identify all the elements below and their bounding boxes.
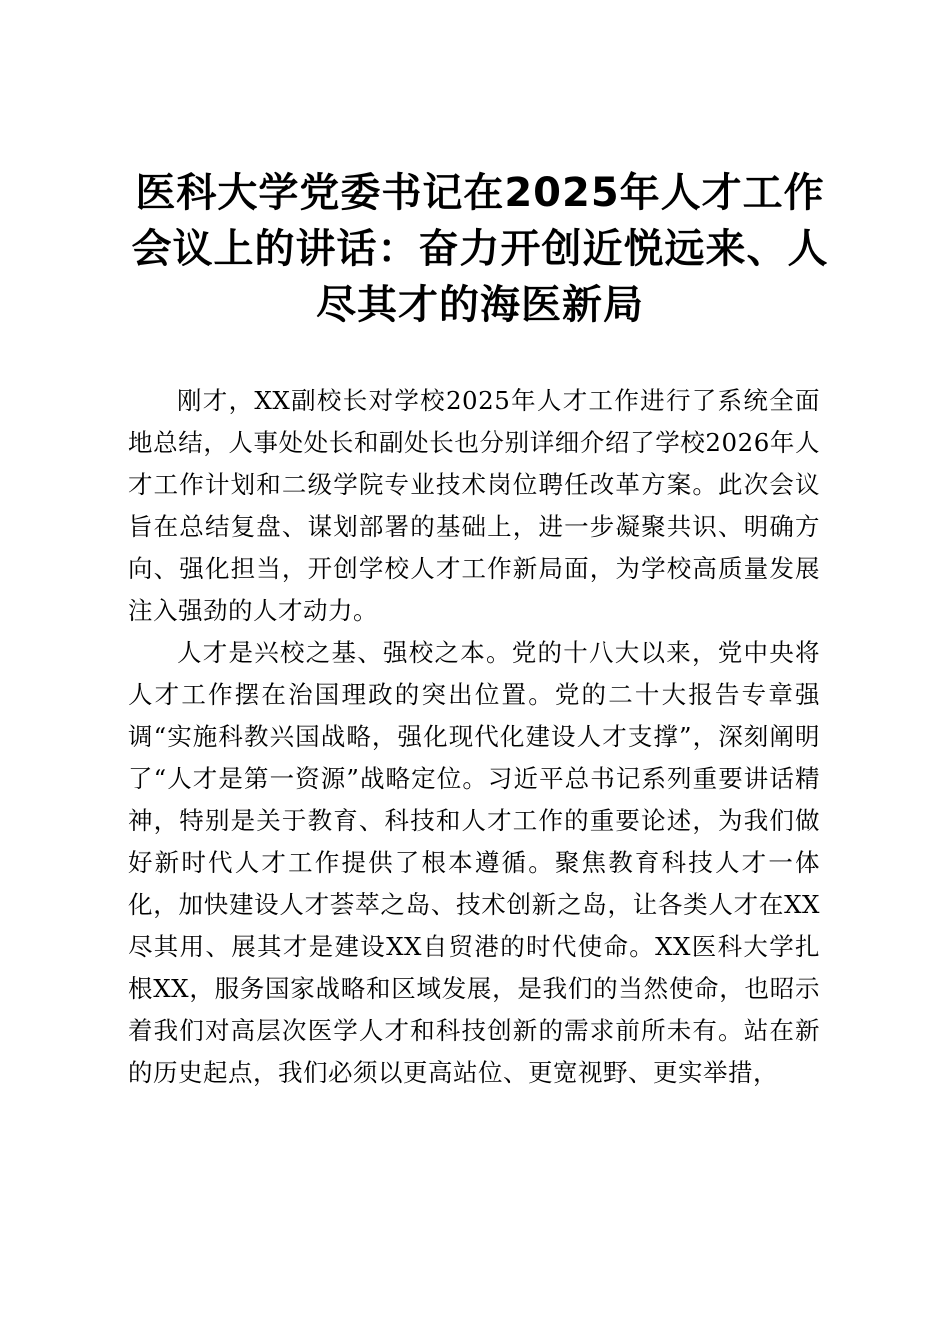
document-body	[128, 380, 820, 1094]
paragraph-1: 刚才，XX副校长对学校2025年人才工作进行了系统全面地总结，人事处处长和副处长也分别详细介绍了学校2026年人才工作计划和二级学院专业技术岗位聘任改革方案。此次会议旨在总结复盘、谋划部署的基础上，进一步凝聚共识、明确方向、强化担当，开创学校人才工作新局面，为学校高质量发展注入强劲的人才动力。	[128, 386, 820, 625]
paragraph-2: 人才是兴校之基、强校之本。党的十八大以来，党中央将人才工作摆在治国理政的突出位置。党的二十大报告专章强调“实施科教兴国战略，强化现代化建设人才支撑”，深刻阐明了“人才是第一资源”战略定位。习近平总书记系列重要讲话精神，特别是关于教育、科技和人才工作的重要论述，为我们做好新时代人才工作提供了根本遵循。聚焦教育科技人才一体化，加快建设人才荟萃之岛、技术创新之岛，让各类人才在XX尽其用、展其才是建设XX自贸港的时代使命。XX医科大学扎根XX，服务国家战略和区域发展，是我们的当然使命，也昭示着我们对高层次医学人才和科技创新的需求前所未有。站在新的历史起点，我们必须以更高站位、更宽视野、更实举措，	[128, 638, 820, 1087]
document-title: 医科大学党委书记在2025年人才工作会议上的讲话：奋力开创近悦远来、人尽其才的海医新局	[131, 170, 829, 328]
